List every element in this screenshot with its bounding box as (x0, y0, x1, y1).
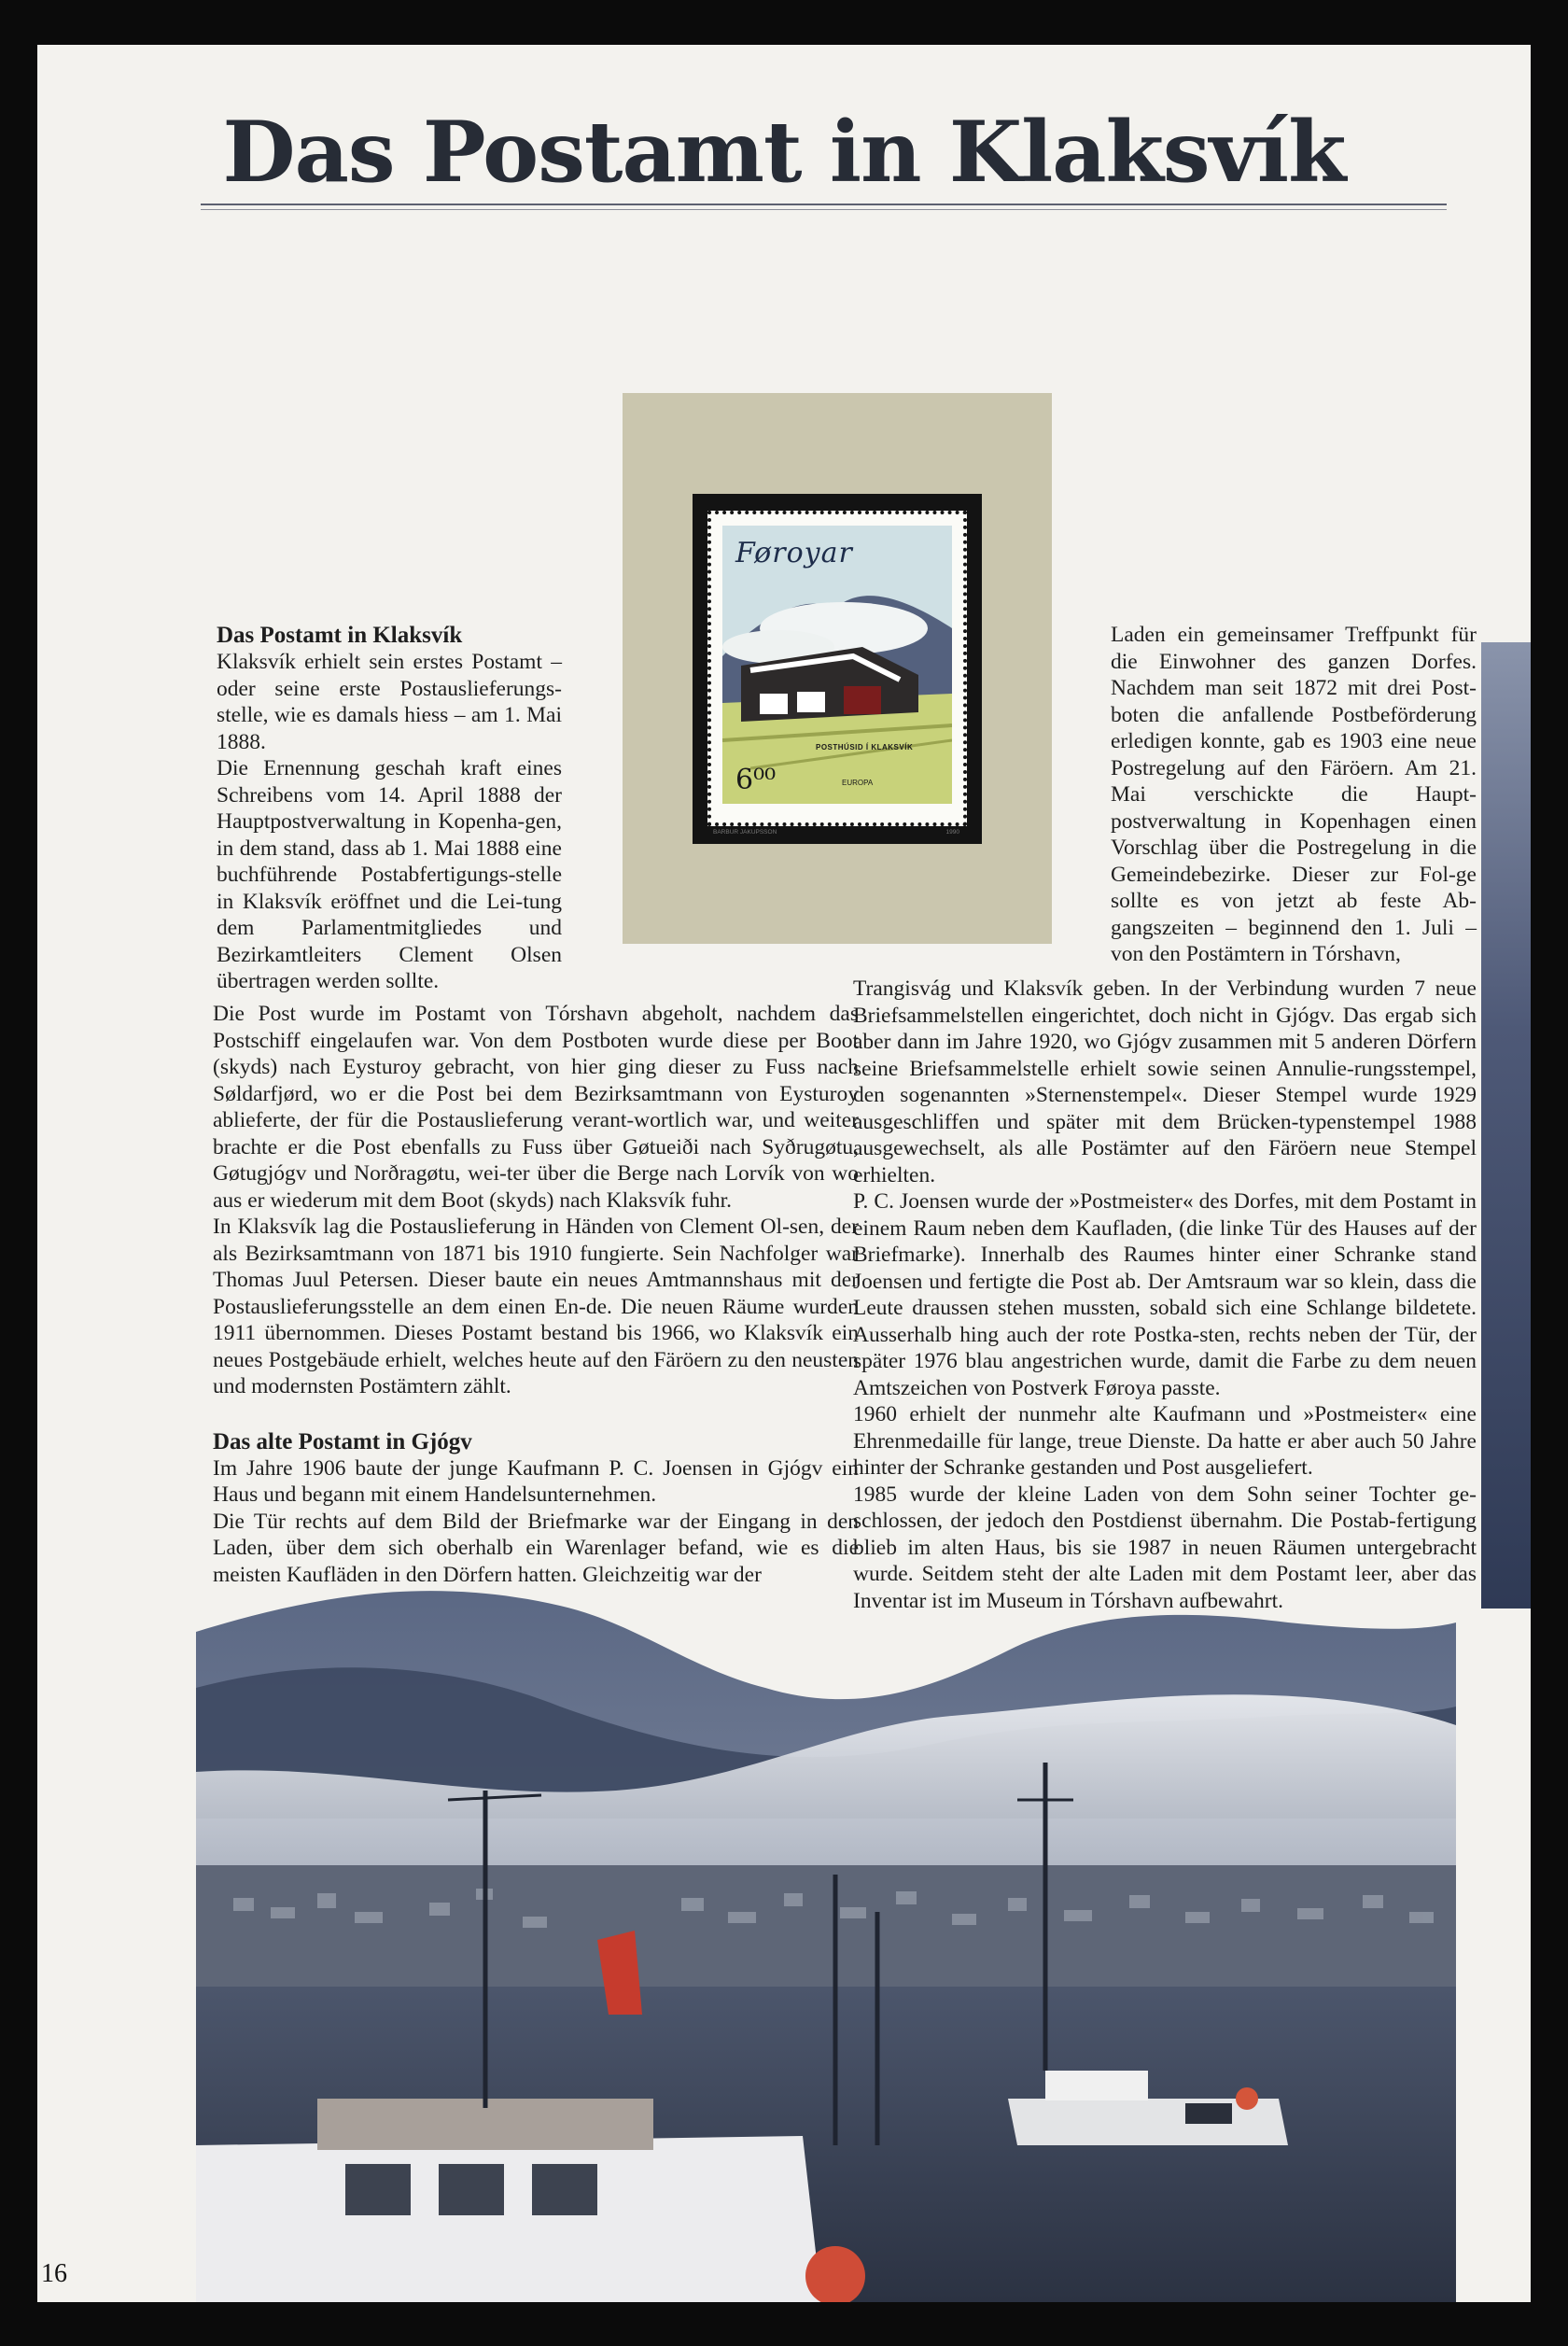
right-p4: 1985 wurde der kleine Laden von dem Sohn seiner Tochter ge-schlossen, der jedoch den Postdienst übernahm. Die Postab-fertigung blieb im alten Haus, bis sie 1987 in neuen Räumen untergebracht wurde. Seitdem steht der alte Laden mit dem Postamt leer, aber das Inventar ist im Museum in Tórshavn aufbewahrt. (853, 1482, 1477, 1613)
stamp-mount (623, 393, 1052, 944)
right-column-upper (1111, 622, 1477, 968)
page-title: Das Postamt in Klaksvík (222, 103, 1346, 202)
stamp-europa-label: EUROPA (842, 779, 874, 787)
stamp-artist: BARBUR JAKUPSSON (713, 829, 777, 836)
section1-intro-p2: Die Ernennung geschah kraft eines Schreibens vom 14. April 1888 der Hauptpostverwaltung in Kopenha-gen, in dem stand, dass ab 1. Mai 1888 eine buchführende Postabfertigungs-stelle in Klaksvík eröffnet und die Lei-tung dem Parlamentmitgliedes und Bezirkamtleiters Clement Olsen übertragen werden sollte. (217, 756, 562, 993)
section1-body (213, 1001, 859, 1588)
stamp-mount-frame (693, 494, 982, 844)
stamp-artwork (722, 526, 952, 804)
right-p2: P. C. Joensen wurde der »Postmeister« des Dorfes, mit dem Postamt in einem Raum neben dem Kaufladen, (die linke Tür des Hauses auf der Briefmarke). Innerhalb des Raumes hinter einer Schranke stand Joensen und fertigte die Post ab. Der Amtsraum war so klein, dass die Leute draussen stehen mussten, sobald sich eine Schlange bildetete. Ausserhalb hing auch der rote Postka-sten, rechts neben der Tür, der später 1976 blau angestrichen wurde, damit die Farbe zu dem neuen Amtszeichen von Postverk Føroya passte. (853, 1189, 1477, 1400)
stamp-value: 6⁰⁰ (735, 764, 777, 796)
album-page (37, 45, 1531, 2302)
section2-p1: Im Jahre 1906 baute der junge Kaufmann P. C. Joensen in Gjógv ein Haus und begann mit einem Handelsunternehmen. (213, 1455, 859, 1507)
right-p3: 1960 erhielt der nunmehr alte Kaufmann und »Postmeister« eine Ehrenmedaille für lange, treue Dienste. Da hatte er aber auch 50 Jahre hinter der Schranke gestanden und Post ausgeliefert. (853, 1402, 1477, 1480)
section1-intro-p1: Klaksvík erhielt sein erstes Postamt – oder seine erste Postauslieferungs-stelle, wie es damals hiess – am 1. Mai 1888. (217, 650, 562, 754)
right-p1: Trangisvág und Klaksvík geben. In der Verbindung wurden 7 neue Briefsammelstellen eingerichtet, doch nicht in Gjógv. Das ergab sich aber dann im Jahre 1920, wo Gjógv zusammen mit 5 anderen Dörfern seine Briefsammelstelle erhielt sowie seinen Annulie-rungsstempel, den sogenannten »Sternenstempel«. Dieser Stempel wurde 1929 ausgeschliffen und später mit dem Brücken-typenstempel 1988 ausgewechselt, als alle Postämter auf den Färöern neue Stempel erhielten. (853, 976, 1477, 1187)
stamp-caption: POSTHÚSID Í KLAKSVÍK (816, 743, 914, 752)
stamp-year: 1990 (945, 829, 959, 836)
stamp-country: Føroyar (735, 537, 853, 569)
section1-p1: Die Post wurde im Postamt von Tórshavn abgeholt, nachdem das Postschiff eingelaufen war. Von dem Postboten wurde diese per Boot (skyds) nach Eysturoy gebracht, von hier ging dieser zu Fuss nach Søldarfjørd, wo er die Post bei dem Bezirksamtmann von Eysturoy ablieferte, der für die Postauslieferung verant-wortlich war, und weiter brachte er die Post ebenfalls zu Fuss über Gøtueiði nach Syðrugøtu, Gøtugjógv und Norðragøtu, wei-ter über die Berge nach Lorvík von wo aus er wiederum mit dem Boot (skyds) nach Klaksvík fuhr. (213, 1002, 859, 1213)
postage-stamp (707, 511, 967, 836)
right-column-lower (853, 976, 1477, 1614)
section1-intro (217, 622, 562, 995)
section1-p2: In Klaksvík lag die Postauslieferung in Händen von Clement Ol-sen, der als Bezirksamtmann von 1871 bis 1910 fungierte. Sein Nachfolger war Thomas Juul Petersen. Dieser baute ein neues Amtmannshaus mit der Postauslieferungsstelle an dem einen En-de. Die neuen Räume wurden 1911 übernommen. Dieses Postamt bestand bis 1966, wo Klaksvík ein neues Postgebäude erhielt, welches heute auf den Färöern zu den neusten und modernsten Postämtern zählt. (213, 1215, 859, 1398)
section2-heading: Das alte Postamt in Gjógv (213, 1428, 472, 1454)
section1-heading: Das Postamt in Klaksvík (217, 623, 463, 648)
section2-p2: Die Tür rechts auf dem Bild der Briefmarke war der Eingang in den Laden, über dem sich oberhalb ein Warenlager befand, wie es die meisten Kaufläden in den Dörfern hatten. Gleichzeitig war der (213, 1509, 859, 1587)
side-photo-strip (1481, 642, 1531, 1608)
right-upper-text: Laden ein gemeinsamer Treffpunkt für die Einwohner des ganzen Dorfes. Nachdem man seit 1872 mit drei Post-boten die anfallende Postbeförderung erledigen konnte, gab es 1903 eine neue Postregelung auf den Färöern. Am 21. Mai verschickte die Haupt-postverwaltung in Kopenhagen einen Vorschlag über die Postregelung in die Gemeindebezirke. Dieser zur Fol-ge sollte es von jetzt ab feste Ab-gangszeiten – beginnend den 1. Juli – von den Postämtern in Tórshavn, (1111, 623, 1477, 966)
page-number: 16 (41, 2259, 67, 2288)
boat-left (196, 2136, 821, 2302)
